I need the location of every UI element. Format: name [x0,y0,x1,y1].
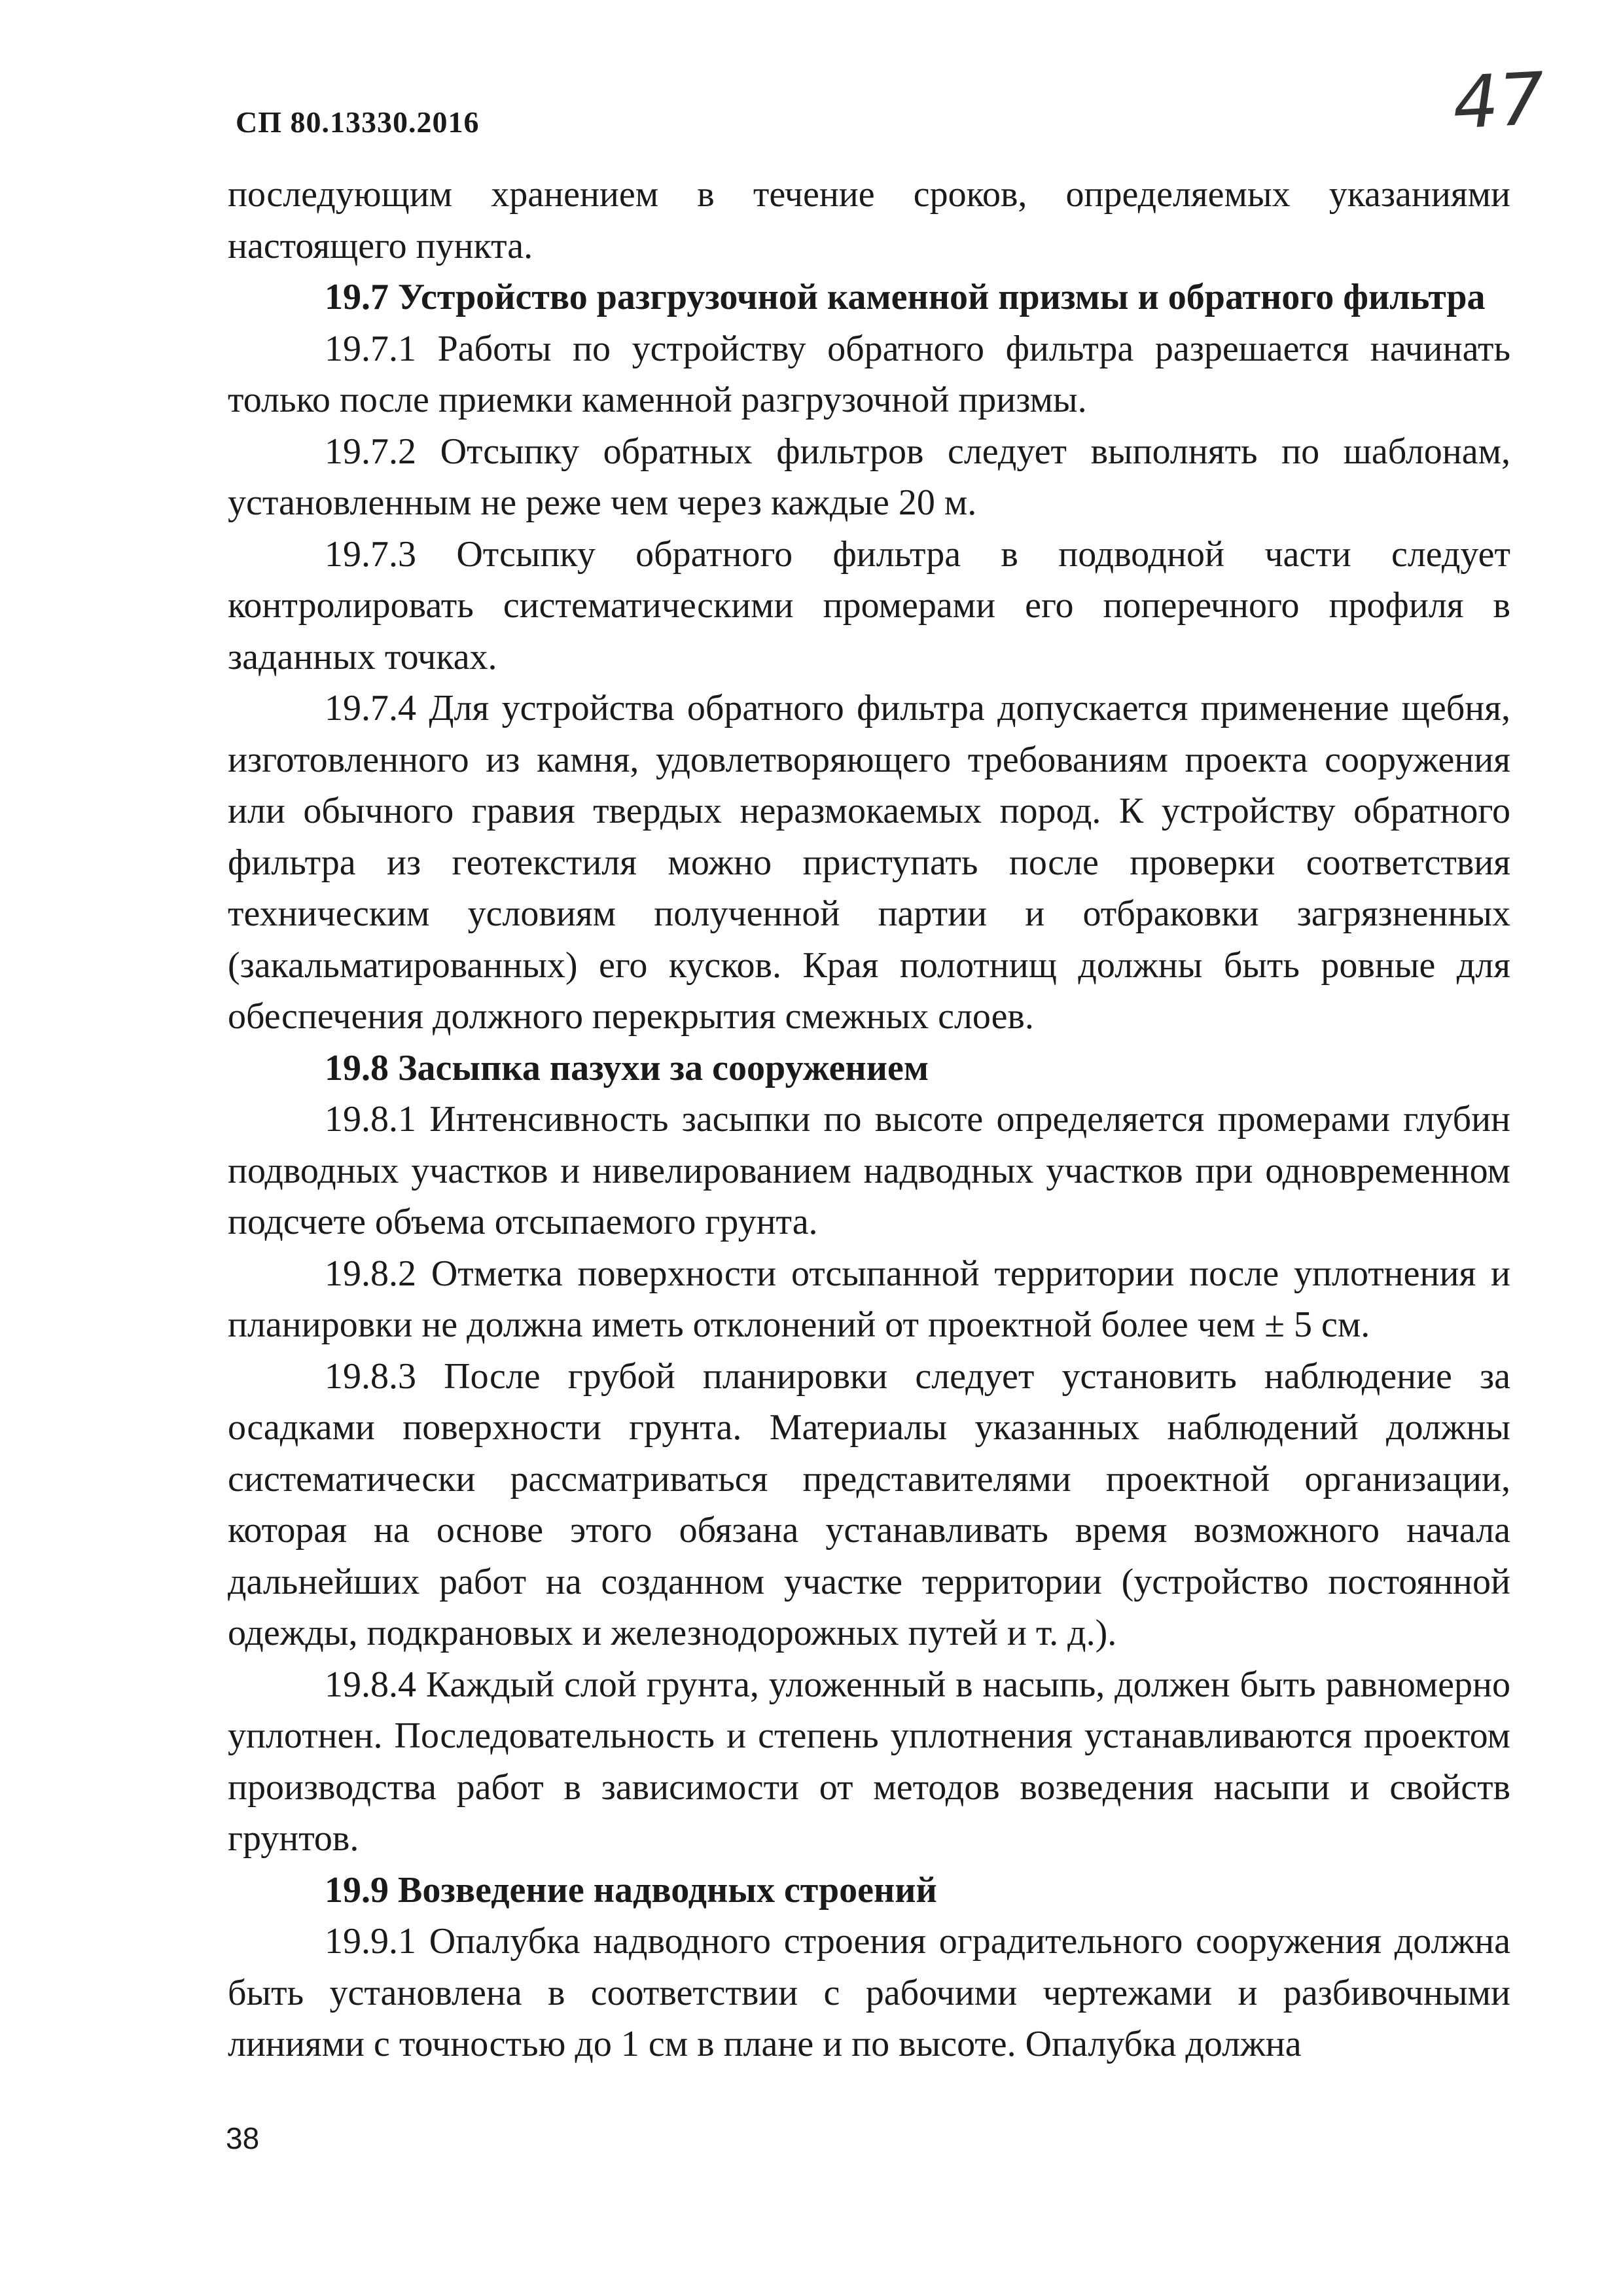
paragraph-19-8-3: 19.8.3 После грубой планировки следует установить наблюдение за осадками поверхности грунта. Материалы указанных наблюдений должны систематически рассматриваться представителями проектной организации, которая на основе этого обязана устанавливать время возможного начала дальнейших работ на созданном участке территории (устройство постоянной одежды, подкрановых и железнодорожных путей и т. д.). [228,1355,1510,1653]
section-heading-19-8: 19.8 Засыпка пазухи за сооружением [325,1047,929,1088]
document-code: СП 80.13330.2016 [236,105,480,139]
paragraph-19-8-1: 19.8.1 Интенсивность засыпки по высоте определяется промерами глубин подводных участков и нивелированием надводных участков при одновременном подсчете объема отсыпаемого грунта. [228,1099,1510,1242]
paragraph-19-7-4: 19.7.4 Для устройства обратного фильтра допускается применение щебня, изготовленного из камня, удовлетворяющего требованиям проекта сооружения или обычного гравия твердых неразмокаемых пород. К устройству обратного фильтра из геотекстиля можно приступать после проверки соответствия техническим условиям полученной партии и отбраковки загрязненных (закальматированных) его кусков. Края полотнищ должны быть ровные для обеспечения должного перекрытия смежных слоев. [228,688,1510,1037]
handwritten-page-number: 47 [1450,56,1547,145]
page-number: 38 [226,2121,260,2155]
paragraph-19-8-2: 19.8.2 Отметка поверхности отсыпанной территории после уплотнения и планировки не должна иметь отклонений от проектной более чем ± 5 см. [228,1253,1510,1345]
paragraph-19-8-4: 19.8.4 Каждый слой грунта, уложенный в насыпь, должен быть равномерно уплотнен. Последовательность и степень уплотнения устанавливаются проектом производства работ в зависимости от методов возведения насыпи и свойств грунтов. [228,1664,1510,1859]
section-heading-19-9: 19.9 Возведение надводных строений [325,1869,937,1910]
page-body [228,169,1510,2070]
paragraph-19-9-1: 19.9.1 Опалубка надводного строения оградительного сооружения должна быть установлена в соответствии с рабочими чертежами и разбивочными линиями с точностью до 1 см в плане и по высоте. Опалубка должна [228,1921,1510,2064]
paragraph-continuation: последующим хранением в течение сроков, определяемых указаниями настоящего пункта. [228,174,1510,266]
section-heading-19-7: 19.7 Устройство разгрузочной каменной призмы и обратного фильтра [325,277,1486,317]
paragraph-19-7-1: 19.7.1 Работы по устройству обратного фильтра разрешается начинать только после приемки каменной разгрузочной призмы. [228,328,1510,420]
paragraph-19-7-3: 19.7.3 Отсыпку обратного фильтра в подводной части следует контролировать систематическими промерами его поперечного профиля в заданных точках. [228,533,1510,677]
paragraph-19-7-2: 19.7.2 Отсыпку обратных фильтров следует выполнять по шаблонам, установленным не реже чем через каждые 20 м. [228,431,1510,523]
